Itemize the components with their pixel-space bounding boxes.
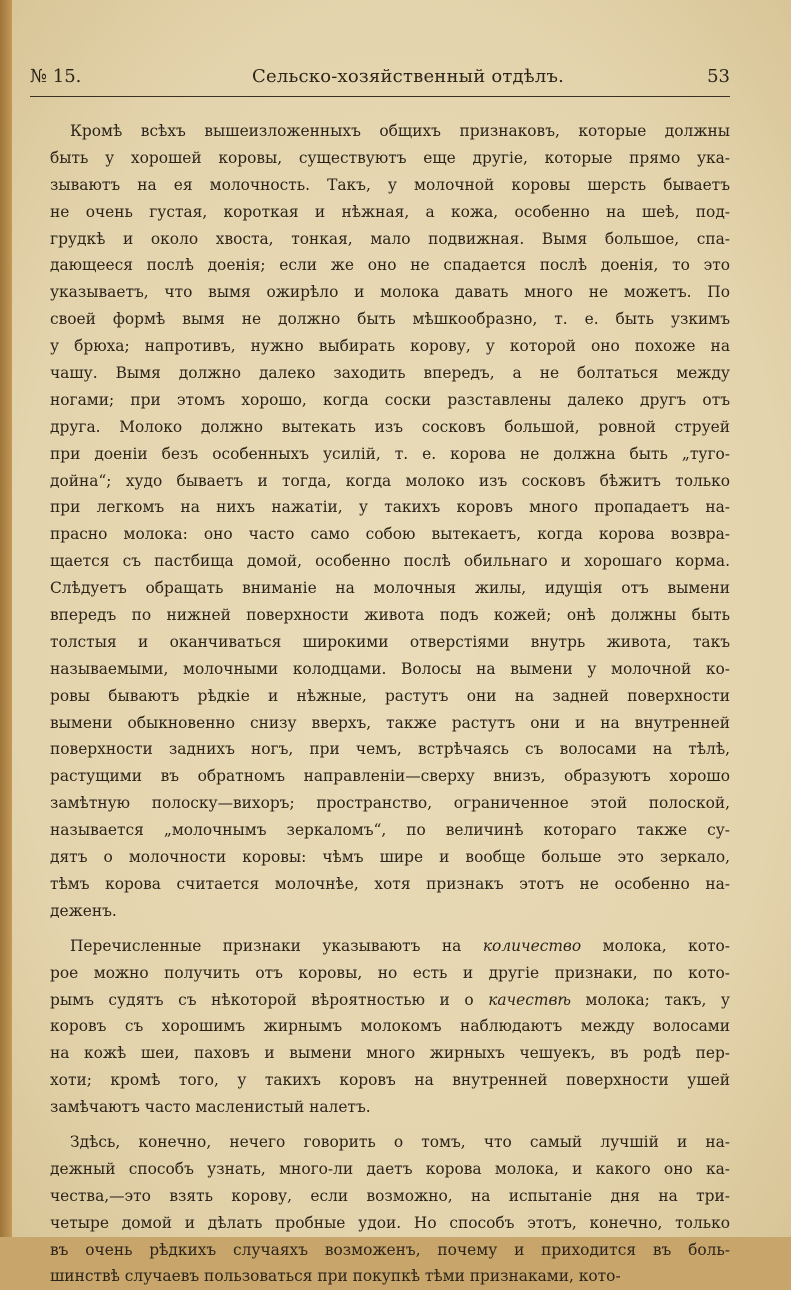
- text-line: дятъ о молочности коровы: чѣмъ шире и вообще больше это зеркало,: [50, 848, 730, 867]
- text-line: хоти; кромѣ того, у такихъ коровъ на внутренней поверхности ушей: [50, 1071, 730, 1090]
- text-line: рымъ судятъ съ нѣкоторой вѣроятностью и о качествѣ молока; такъ, у: [50, 990, 730, 1009]
- page-binding-edge: [0, 0, 12, 1237]
- text-line: впередъ по нижней поверхности живота подъ кожей; онѣ должны быть: [50, 606, 730, 625]
- text-line: толстыя и оканчиваться широкими отверстіями внутрь живота, такъ: [50, 632, 730, 651]
- text-line: указываетъ, что вымя ожирѣло и молока давать много не можетъ. По: [50, 283, 730, 302]
- paragraph-gap: [50, 1121, 730, 1129]
- text-line: друга. Молоко должно вытекать изъ сосковъ большой, ровной струей: [50, 417, 730, 436]
- text-line: щается съ пастбища домой, особенно послѣ обильнаго и хорошаго корма.: [50, 552, 730, 571]
- page-header: [30, 66, 730, 94]
- paragraph: [50, 1129, 730, 1290]
- text-line: коровъ съ хорошимъ жирнымъ молокомъ наблюдаютъ между волосами: [50, 1017, 730, 1036]
- text-line: быть у хорошей коровы, существуютъ еще другіе, которые прямо ука-: [50, 148, 730, 167]
- article-body: [50, 118, 730, 1290]
- text-line: ровы бываютъ рѣдкіе и нѣжные, растутъ они на задней поверхности: [50, 686, 730, 705]
- paragraph: [50, 933, 730, 1121]
- text-line: называемыми, молочными колодцами. Волосы на вымени у молочной ко-: [50, 659, 730, 678]
- text-line: дежный способъ узнать, много-ли даетъ корова молока, и какого оно ка-: [50, 1159, 730, 1178]
- text-line: поверхности заднихъ ногъ, при чемъ, встрѣчаясь съ волосами на тѣлѣ,: [50, 740, 730, 759]
- text-line: вымени обыкновенно снизу вверхъ, также растутъ они и на внутренней: [50, 713, 730, 732]
- text-line: деженъ.: [50, 901, 117, 920]
- page-number: 53: [707, 66, 730, 87]
- text-line: дойна“; худо бываетъ и тогда, когда молоко изъ сосковъ бѣжитъ только: [50, 471, 730, 490]
- text-line: тѣмъ корова считается молочнѣе, хотя признакъ этотъ не особенно на-: [50, 874, 730, 893]
- text-line: Кромѣ всѣхъ вышеизложенныхъ общихъ признаковъ, которые должны: [70, 122, 730, 140]
- text-line: прасно молока: оно часто само собою вытекаетъ, когда корова возвра-: [50, 525, 730, 544]
- text-line: называется „молочнымъ зеркаломъ“, по величинѣ котораго также су-: [50, 821, 730, 840]
- header-rule: [30, 96, 730, 97]
- text-line: не очень густая, короткая и нѣжная, а кожа, особенно на шеѣ, под-: [50, 202, 730, 221]
- issue-number: № 15.: [30, 66, 82, 87]
- text-line: Здѣсь, конечно, нечего говорить о томъ, что самый лучшій и на-: [70, 1132, 730, 1151]
- text-line: растущими въ обратномъ направленіи—сверху внизъ, образуютъ хорошо: [50, 767, 730, 786]
- text-line: на кожѣ шеи, паховъ и вымени много жирныхъ чешуекъ, въ родѣ пер-: [50, 1044, 730, 1063]
- text-line: при легкомъ на нихъ нажатіи, у такихъ коровъ много пропадаетъ на-: [50, 498, 730, 517]
- text-line: при доеніи безъ особенныхъ усилій, т. е. корова не должна быть „туго-: [50, 444, 730, 463]
- text-line: ногами; при этомъ хорошо, когда соски разставлены далеко другъ отъ: [50, 390, 730, 409]
- text-line: дающееся послѣ доенія; если же оно не спадается послѣ доенія, то это: [50, 256, 730, 275]
- text-line: въ очень рѣдкихъ случаяхъ возможенъ, почему и приходится въ боль-: [50, 1240, 730, 1259]
- paragraph: [50, 118, 730, 925]
- text-line: своей формѣ вымя не должно быть мѣшкообразно, т. е. быть узкимъ: [50, 310, 730, 329]
- text-line: чашу. Вымя должно далеко заходить впередъ, а не болтаться между: [50, 364, 730, 383]
- text-line: чества,—это взять корову, если возможно, на испытаніе дня на три-: [50, 1186, 730, 1205]
- text-line: Слѣдуетъ обращать вниманіе на молочныя жилы, идущія отъ вымени: [50, 579, 730, 598]
- text-line: четыре домой и дѣлать пробные удои. Но способъ этотъ, конечно, только: [50, 1213, 730, 1232]
- text-line: у брюха; напротивъ, нужно выбирать корову, у которой оно похоже на: [50, 337, 730, 356]
- text-line: шинствѣ случаевъ пользоваться при покупкѣ тѣми признаками, кото-: [50, 1267, 621, 1286]
- text-line: замѣтную полоску—вихоръ; пространство, ограниченное этой полоской,: [50, 794, 730, 813]
- text-line: грудкѣ и около хвоста, тонкая, мало подвижная. Вымя большое, спа-: [50, 229, 730, 248]
- text-line: зываютъ на ея молочность. Такъ, у молочной коровы шерсть бываетъ: [50, 175, 730, 194]
- text-line: замѣчаютъ часто масленистый налетъ.: [50, 1098, 371, 1117]
- text-line: Перечисленные признаки указываютъ на количество молока, кото-: [70, 936, 730, 955]
- section-title: Сельско-хозяйственный отдѣлъ.: [252, 66, 565, 87]
- text-line: рое можно получить отъ коровы, но есть и другіе признаки, по кото-: [50, 963, 730, 982]
- paragraph-gap: [50, 925, 730, 933]
